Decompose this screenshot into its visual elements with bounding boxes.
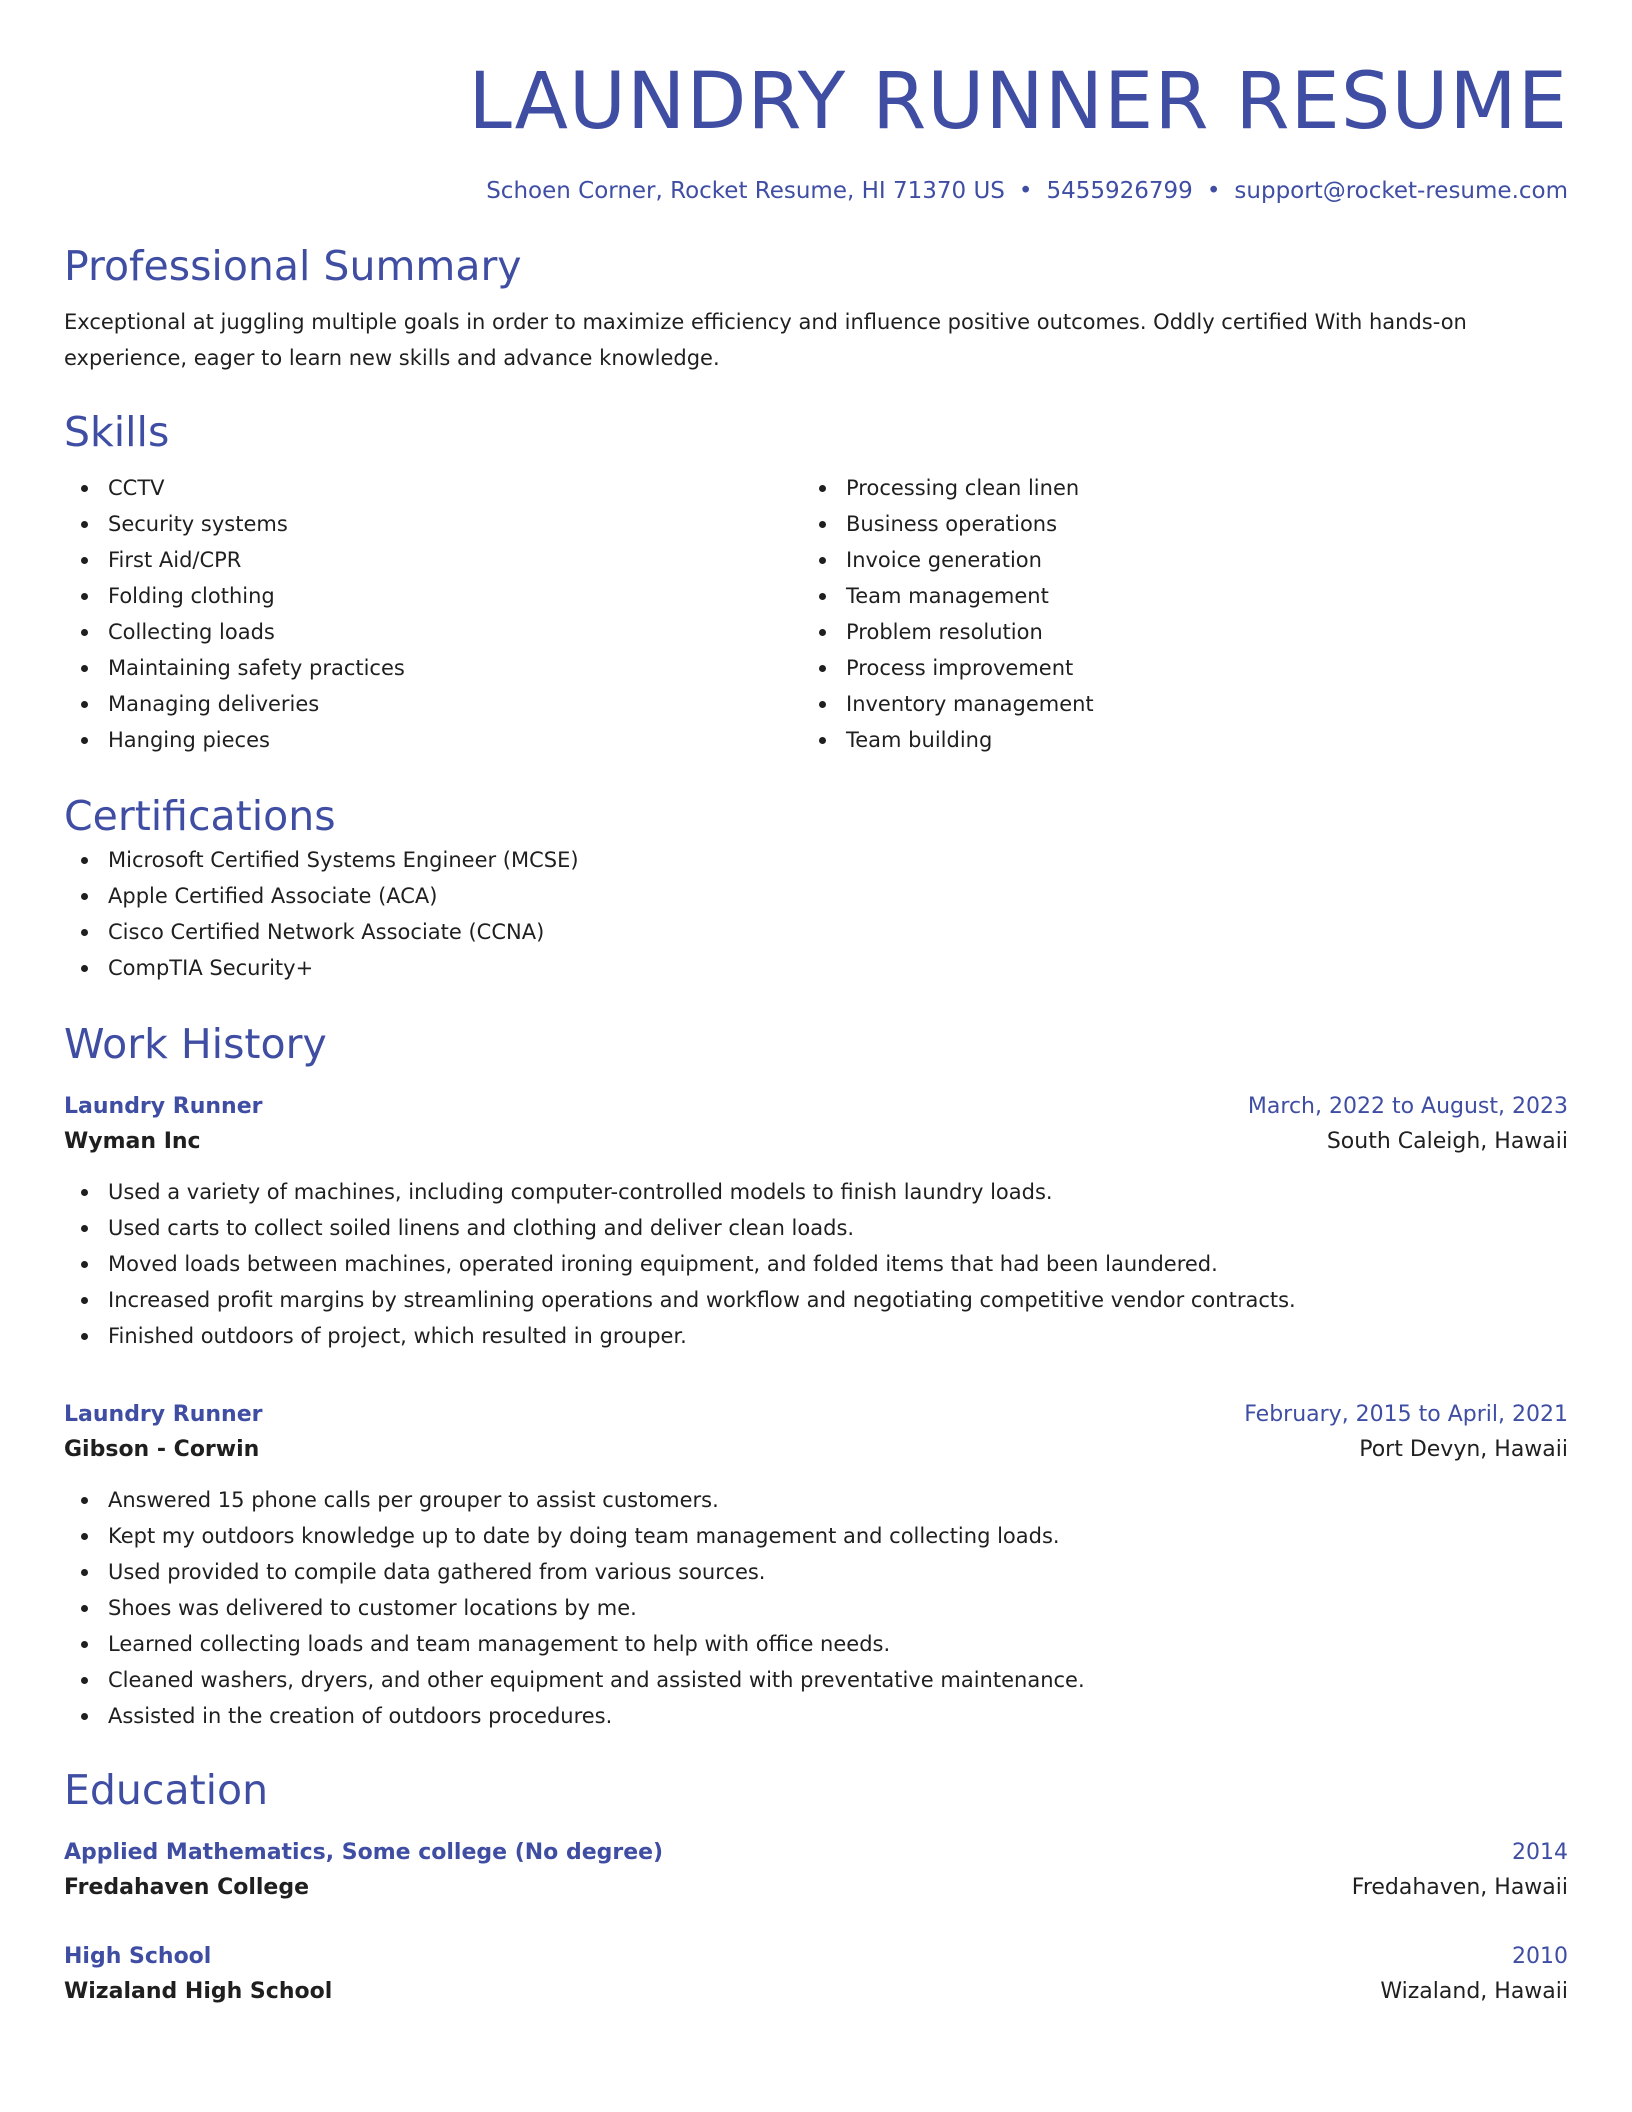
job-duty: Used provided to compile data gathered from various sources. — [64, 1554, 1568, 1590]
school-location: Fredahaven, Hawaii — [1351, 1875, 1568, 1900]
certifications-list — [64, 842, 1568, 986]
job-title: Laundry Runner — [64, 1094, 263, 1119]
degree-name: High School — [64, 1944, 212, 1969]
job-duty: Shoes was delivered to customer locations by me. — [64, 1590, 1568, 1626]
work-entry-subheader — [64, 1124, 1568, 1160]
work-history-heading: Work History — [64, 1020, 327, 1068]
job-duty: Increased profit margins by streamlining operations and workflow and negotiating competitive vendor contracts. — [64, 1282, 1568, 1318]
job-duty: Used a variety of machines, including computer-controlled models to finish laundry loads. — [64, 1174, 1568, 1210]
job-title: Laundry Runner — [64, 1402, 263, 1427]
contact-separator: • — [1206, 178, 1221, 204]
degree-name: Applied Mathematics, Some college (No degree) — [64, 1840, 664, 1865]
skill-item: Business operations — [802, 506, 1540, 542]
work-entry — [64, 1090, 1568, 1354]
school-name: Fredahaven College — [64, 1875, 310, 1900]
job-duty: Finished outdoors of project, which resulted in grouper. — [64, 1318, 1568, 1354]
education-entry — [64, 1940, 1568, 2010]
skill-item: Maintaining safety practices — [64, 650, 802, 686]
school-location: Wizaland, Hawaii — [1380, 1979, 1568, 2004]
certification-item: Apple Certified Associate (ACA) — [64, 878, 1568, 914]
graduation-year: 2014 — [1512, 1840, 1568, 1865]
company-name: Wyman Inc — [64, 1129, 201, 1154]
contact-phone: 5455926799 — [1046, 178, 1193, 204]
job-location: South Caleigh, Hawaii — [1326, 1129, 1568, 1154]
education-entry-subheader — [64, 1974, 1568, 2010]
job-duty: Used carts to collect soiled linens and clothing and deliver clean loads. — [64, 1210, 1568, 1246]
skill-item: Team building — [802, 722, 1540, 758]
skills-list-right — [802, 470, 1540, 758]
school-name: Wizaland High School — [64, 1979, 333, 2004]
skill-item: Security systems — [64, 506, 802, 542]
job-duty: Assisted in the creation of outdoors procedures. — [64, 1698, 1568, 1734]
skill-item: Managing deliveries — [64, 686, 802, 722]
skill-item: Process improvement — [802, 650, 1540, 686]
skill-item: Processing clean linen — [802, 470, 1540, 506]
job-duty: Learned collecting loads and team management to help with office needs. — [64, 1626, 1568, 1662]
skill-item: Hanging pieces — [64, 722, 802, 758]
job-duties-list — [64, 1174, 1568, 1354]
job-location: Port Devyn, Hawaii — [1359, 1437, 1568, 1462]
skill-item: CCTV — [64, 470, 802, 506]
work-entry — [64, 1398, 1568, 1734]
skill-item: Collecting loads — [64, 614, 802, 650]
job-duty: Answered 15 phone calls per grouper to assist customers. — [64, 1482, 1568, 1518]
skills-grid — [64, 470, 1568, 758]
skill-item: Folding clothing — [64, 578, 802, 614]
skills-heading: Skills — [64, 408, 170, 456]
skill-item: First Aid/CPR — [64, 542, 802, 578]
contact-line — [64, 176, 1568, 206]
education-entry — [64, 1836, 1568, 1906]
education-entry-header — [64, 1940, 1568, 1974]
job-duties-list — [64, 1482, 1568, 1734]
contact-separator: • — [1018, 178, 1033, 204]
summary-heading: Professional Summary — [64, 242, 522, 290]
job-dates: February, 2015 to April, 2021 — [1244, 1402, 1568, 1427]
contact-address: Schoen Corner, Rocket Resume, HI 71370 US — [486, 178, 1005, 204]
job-dates: March, 2022 to August, 2023 — [1247, 1094, 1568, 1119]
skill-item: Team management — [802, 578, 1540, 614]
education-entry-header — [64, 1836, 1568, 1870]
job-duty: Kept my outdoors knowledge up to date by doing team management and collecting loads. — [64, 1518, 1568, 1554]
skill-item: Problem resolution — [802, 614, 1540, 650]
skill-item: Inventory management — [802, 686, 1540, 722]
certification-item: Cisco Certified Network Associate (CCNA) — [64, 914, 1568, 950]
education-entry-subheader — [64, 1870, 1568, 1906]
company-name: Gibson - Corwin — [64, 1437, 260, 1462]
resume-title: LAUNDRY RUNNER RESUME — [468, 57, 1568, 147]
job-duty: Moved loads between machines, operated ironing equipment, and folded items that had been laundered. — [64, 1246, 1568, 1282]
job-duty: Cleaned washers, dryers, and other equipment and assisted with preventative maintenance. — [64, 1662, 1568, 1698]
work-entry-subheader — [64, 1432, 1568, 1468]
certifications-heading: Certifications — [64, 792, 336, 840]
skills-column-right — [802, 470, 1540, 758]
work-entry-header — [64, 1398, 1568, 1432]
certification-item: CompTIA Security+ — [64, 950, 1568, 986]
contact-email[interactable]: support@rocket-resume.com — [1234, 178, 1568, 204]
skills-list-left — [64, 470, 802, 758]
skills-column-left — [64, 470, 802, 758]
summary-text: Exceptional at juggling multiple goals in order to maximize efficiency and influence positive outcomes. Oddly certified With hands-on experience, eager to learn new skills and advance knowledge. — [64, 310, 1467, 370]
certification-item: Microsoft Certified Systems Engineer (MCSE) — [64, 842, 1568, 878]
graduation-year: 2010 — [1512, 1944, 1568, 1969]
education-heading: Education — [64, 1766, 269, 1814]
skill-item: Invoice generation — [802, 542, 1540, 578]
work-entry-header — [64, 1090, 1568, 1124]
